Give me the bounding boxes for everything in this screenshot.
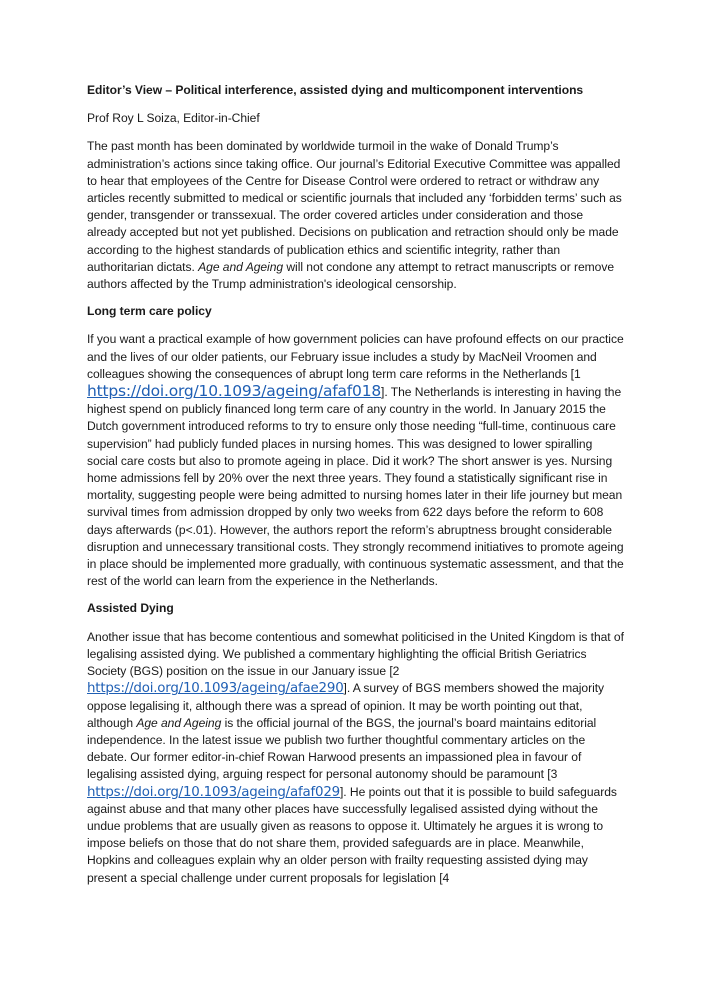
journal-name: Age and Ageing — [198, 259, 284, 274]
ltc-text-a: If you want a practical example of how government policies can have profound effects on our practice and the lives of our older patients, our February issue includes a study by MacNeil Vroomen and colleagues showing the consequences of abrupt long term care reforms in the Netherlands [1 — [87, 332, 624, 381]
section-heading-assisted-dying: Assisted Dying — [87, 601, 174, 616]
article-title: Editor’s View – Political interference, assisted dying and multicomponent interventions — [87, 83, 584, 97]
ad-text-d: ]. He points out that it is possible to build safeguards against abuse and that many other places have successfully legalised assisted dying without the undue problems that are usually given as reasons to oppose it. Ultimately he argues it is wrong to impose beliefs on those that do not share them, provided safeguards are in place. Meanwhile, Hopkins and colleagues explain why an older person with frailty requesting assisted dying may present a special challenge under current proposals for legislation [4 — [87, 784, 617, 885]
ltc-text-b: ]. The Netherlands is interesting in having the highest spend on publicly financed long term care of any country in the world. In January 2015 the Dutch government introduced reforms to try to ensure only those needing “full-time, continuous care supervision” had publicly funded places in nursing homes. This was designed to lower spiralling social care costs but also to promote ageing in place. Did it work? The short answer is yes. Nursing home admissions fell by 20% over the next three years. They found a statistically significant rise in mortality, suggesting people were being admitted to nursing homes later in their life journey but mean survival times from admission dropped by only two weeks from 622 days before the reform to 608 days afterwards (p<.01). However, the authors report the reform’s abruptness brought considerable disruption and unnecessary transitional costs. They strongly recommend initiatives to promote ageing in place should be implemented more gradually, with continuous systematic assessment, and that the rest of the world can learn from the experience in the Netherlands. — [87, 385, 624, 589]
section-heading-long-term-care: Long term care policy — [87, 304, 212, 319]
assisted-dying-paragraph — [87, 629, 625, 887]
article-body — [87, 82, 625, 897]
journal-name-2: Age and Ageing — [136, 715, 222, 730]
author-line: Prof Roy L Soiza, Editor-in-Chief — [87, 111, 260, 126]
ad-text-a: Another issue that has become contentious and somewhat politicised in the United Kingdom is that of legalising assisted dying. We published a commentary highlighting the official British Geriatrics Society (BGS) position on the issue in our January issue [2 — [87, 629, 624, 679]
doi-link-afae290[interactable]: https://doi.org/10.1093/ageing/afae290 — [87, 681, 344, 697]
intro-text-b: will not condone any attempt to retract manuscripts or remove authors affected by the Trump administration's ideological censorship. — [87, 259, 615, 292]
intro-paragraph — [87, 138, 625, 293]
ad-text-c: is the official journal of the BGS, the journal’s board maintains editorial independence. In the latest issue we publish two further thoughtful commentary articles on the debate. Our former editor-in-chief Rowan Harwood presents an impassioned plea in favour of legalising assisted dying, arguing respect for personal autonomy should be paramount [3 — [87, 715, 597, 782]
long-term-care-paragraph — [87, 331, 625, 590]
intro-text-a: The past month has been dominated by worldwide turmoil in the wake of Donald Trump’s administration’s actions since taking office. Our journal’s Editorial Executive Committee was appalled to hear that employees of the Centre for Disease Control were ordered to retract or withdraw any articles recently submitted to medical or scientific journals that included any ‘forbidden terms’ such as gender, transgender or transsexual. The order covered articles under consideration and those already accepted but not yet published. Decisions on publication and retraction should only be made according to the highest standards of publication ethics and scientific integrity, rather than authoritarian dictats. — [87, 139, 622, 274]
ad-text-b: ]. A survey of BGS members showed the majority oppose legalising it, although there was a spread of opinion. It may be worth pointing out that, although — [87, 681, 605, 730]
doi-link-afaf029[interactable]: https://doi.org/10.1093/ageing/afaf029 — [87, 784, 340, 800]
doi-link-afaf018[interactable]: https://doi.org/10.1093/ageing/afaf018 — [87, 382, 382, 401]
